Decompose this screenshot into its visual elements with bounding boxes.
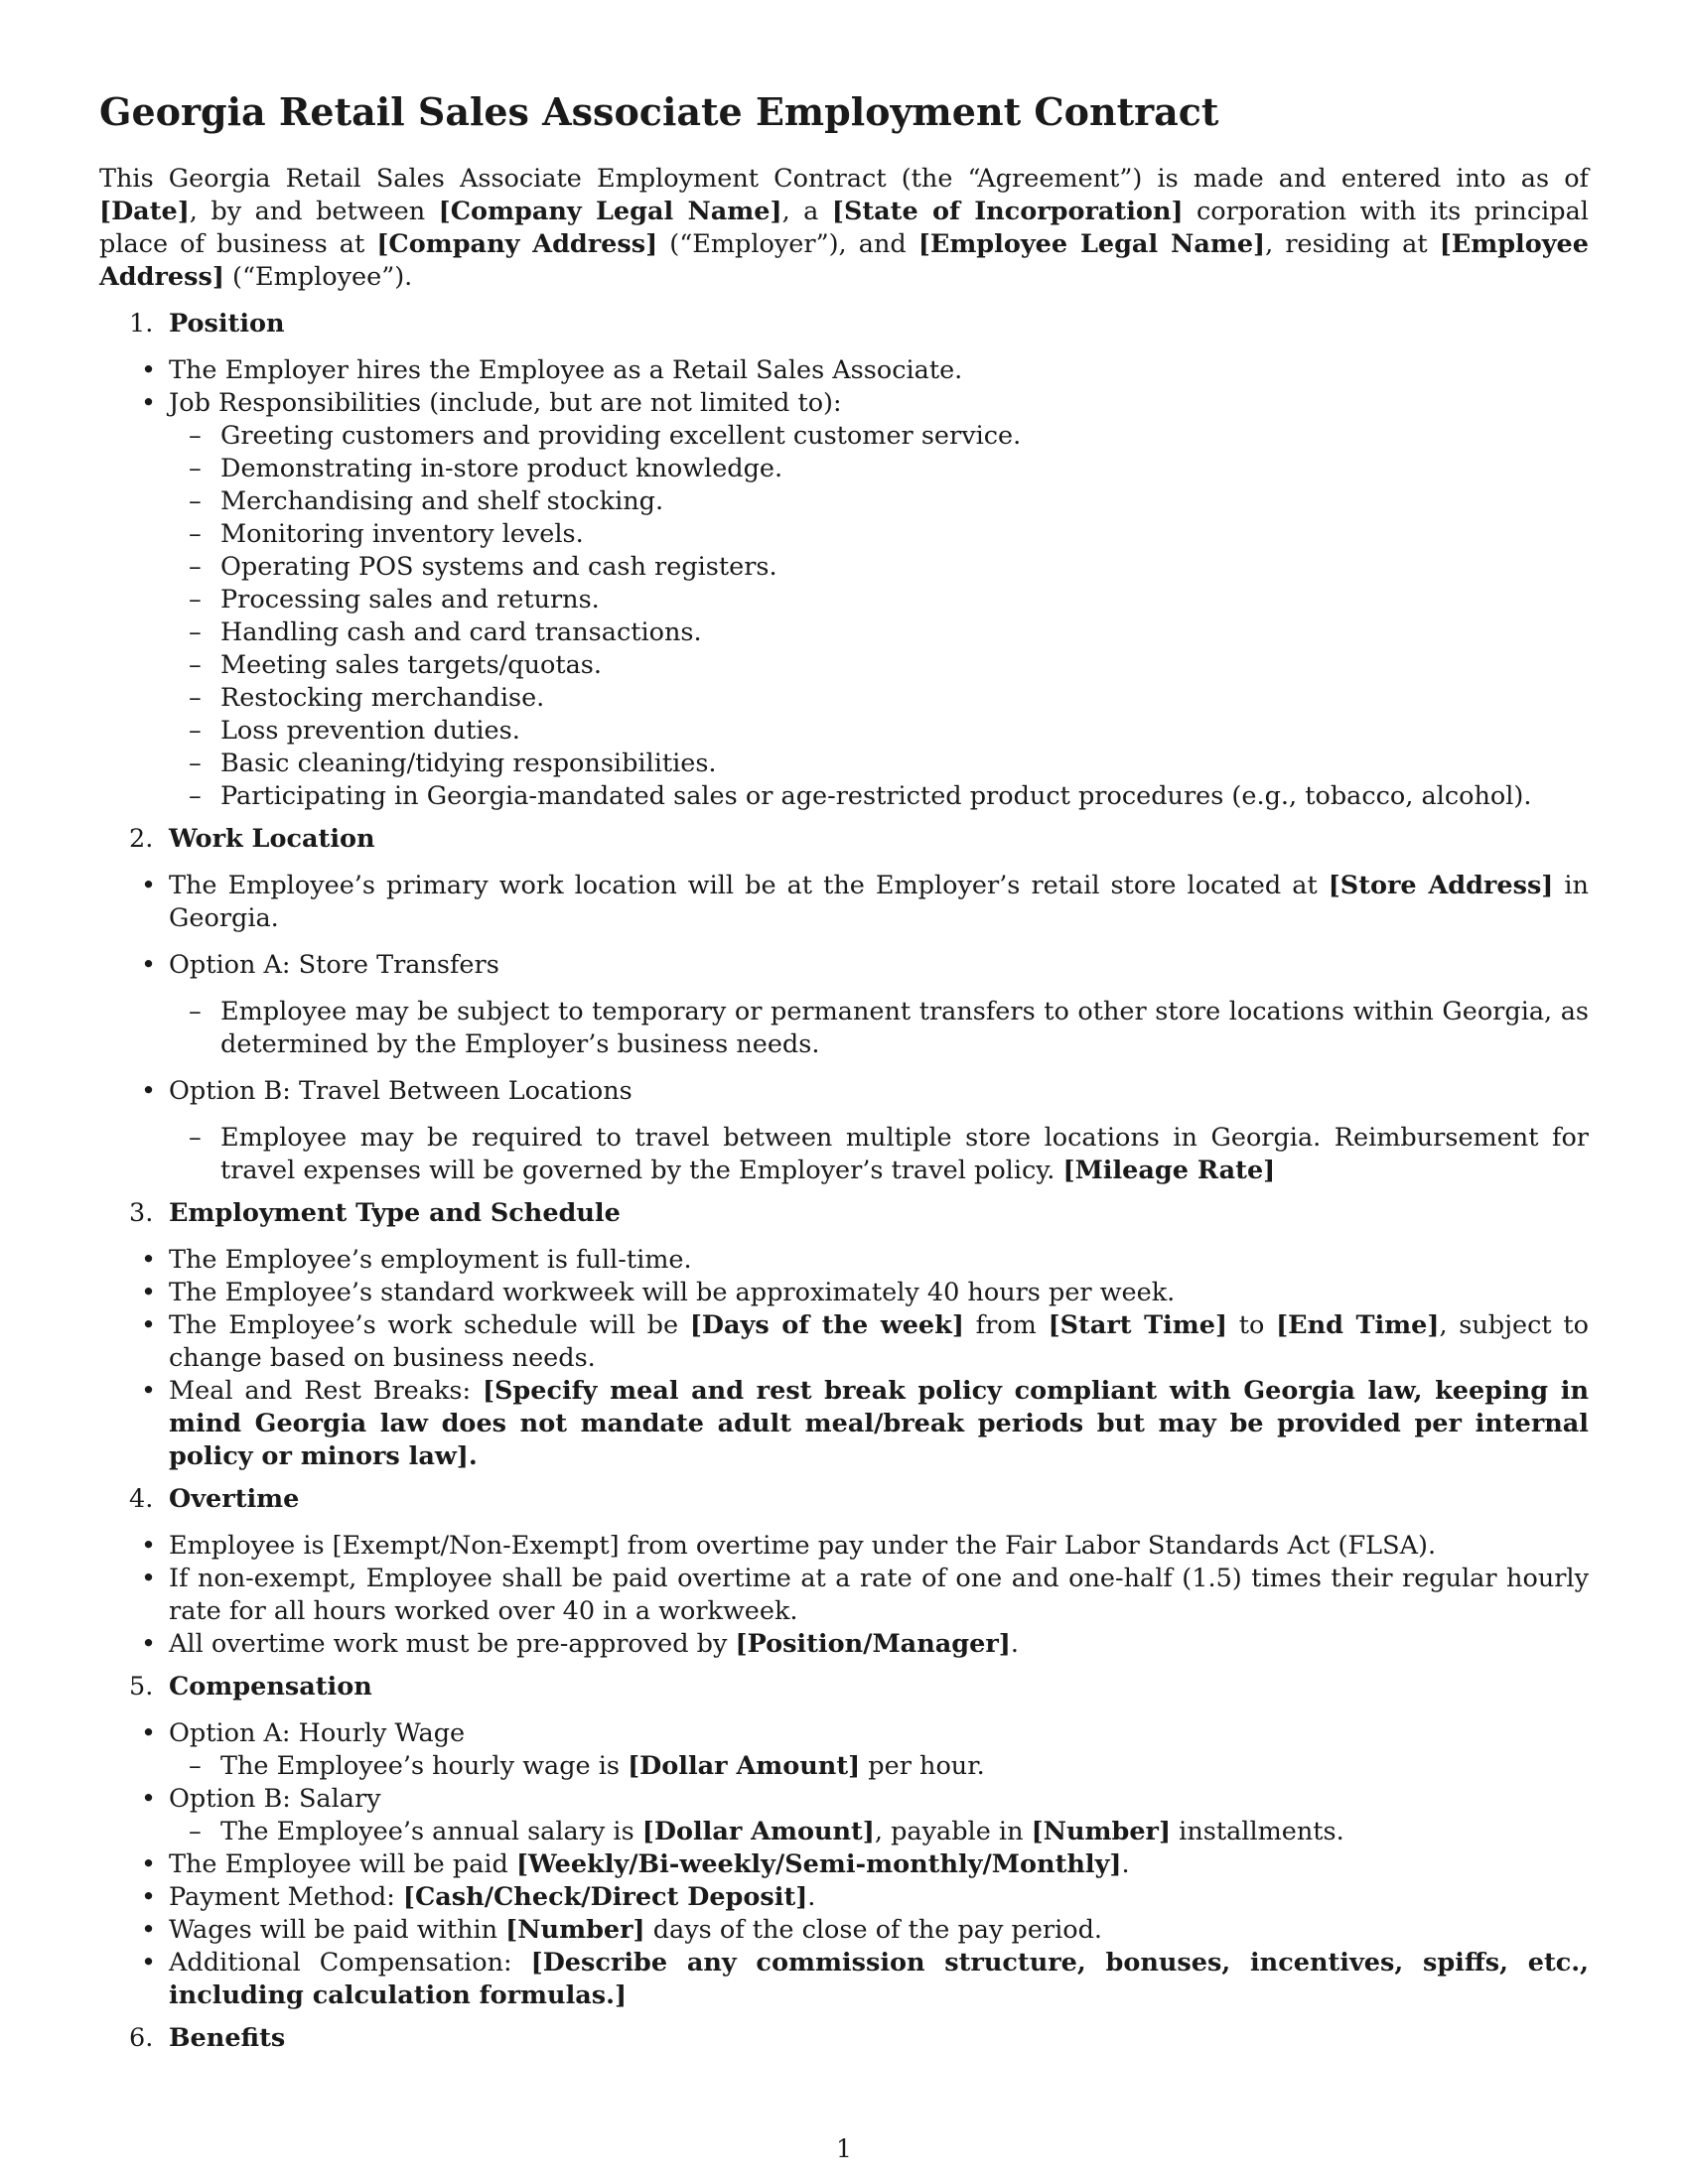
list-item: • Employee is [Exempt/Non-Exempt] from overtime pay under the Fair Labor Standards Act (FLSA). [111, 1530, 1589, 1563]
duty-item: – Loss prevention duties. [169, 715, 1589, 748]
placeholder-company-address: [Company Address] [376, 229, 658, 259]
placeholder-employee-address: [Employee Address] [99, 229, 1589, 292]
duty-item: – Monitoring inventory levels. [169, 518, 1589, 551]
section-benefits: 6. Benefits [99, 2022, 1589, 2055]
duty-item: – Basic cleaning/tidying responsibilities. [169, 748, 1589, 780]
placeholder-employee: [Employee Legal Name] [917, 229, 1266, 259]
list-item: • Job Responsibilities (include, but are not limited to): – Greeting customers and providing excellent customer service. – Demonstrating in-store product knowledge. – Merchandising and shelf stocking. – Monitoring inventory levels. – Operating POS systems and cash registers. – Processing sales and returns. – Handling cash and card transactions. – Meeting sales targets/quotas. – Restocking merchandise. – Loss prevention duties. – Basic cleaning/tidying responsibilities. – Participating in Georgia-mandated sales or age-restricted product procedures (e.g., tobacco, alcohol). [111, 387, 1589, 813]
list-item: • The Employer hires the Employee as a Retail Sales Associate. [111, 354, 1589, 387]
duty-item: – Participating in Georgia-mandated sales or age-restricted product procedures (e.g., tobacco, alcohol). [169, 780, 1589, 813]
list-item: • Payment Method: [Cash/Check/Direct Deposit]. [111, 1881, 1589, 1914]
duty-item: – Processing sales and returns. [169, 584, 1589, 616]
section-title: Benefits [169, 2023, 286, 2053]
list-item: • The Employee’s primary work location will be at the Employer’s retail store located at [Store Address] in Georgia. [111, 870, 1589, 935]
list-item: • Option A: Store Transfers – Employee may be subject to temporary or permanent transfers to other store locations within Georgia, as determined by the Employer’s business needs. [111, 949, 1589, 1061]
section-employment-type: 3. Employment Type and Schedule • The Employee’s employment is full-time. • The Employee’s standard workweek will be approximately 40 hours per week. • The Employee’s work schedule will be [Days of the week] from [Start Time] to [End Time], subject to change based on business needs. • Meal and Rest Breaks: [Specify meal and rest break policy compliant with Georgia law, keeping in mind Georgia law does not mandate adult meal/break periods but may be provided per internal policy or minors law]. [99, 1197, 1589, 1473]
section-title: Position [169, 309, 285, 339]
placeholder-company: [Company Legal Name] [438, 197, 782, 226]
section-title: Work Location [169, 824, 375, 854]
list-item: • Meal and Rest Breaks: [Specify meal and rest break policy compliant with Georgia law, keeping in mind Georgia law does not mandate adult meal/break periods but may be provided per internal policy or minors law]. [111, 1375, 1589, 1473]
list-item: • Option B: Salary – The Employee’s annual salary is [Dollar Amount], payable in [Number] installments. [111, 1783, 1589, 1848]
sub-item: – The Employee’s hourly wage is [Dollar Amount] per hour. [169, 1750, 1589, 1783]
duties-list [169, 420, 1589, 813]
duty-item: – Restocking merchandise. [169, 682, 1589, 715]
placeholder-state: [State of Incorporation] [831, 197, 1184, 226]
duty-item: – Handling cash and card transactions. [169, 616, 1589, 649]
intro-paragraph: This Georgia Retail Sales Associate Employment Contract (the “Agreement”) is made and entered into as of [Date], by and between [Company Legal Name], a [State of Incorporation] corporation with its principal place of business at [Company Address] (“Employer”), and [Employee Legal Name], residing at [Employee Address] (“Employee”). [99, 164, 1589, 292]
page-number: 1 [836, 2134, 852, 2163]
section-compensation: 5. Compensation • Option A: Hourly Wage – The Employee’s hourly wage is [Dollar Amount] per hour. • Option B: Salary – The Employee’s annual salary is [Dollar Amount], payable in [Number] installments. • The Employee will be paid [Weekly/Bi-weekly/Semi-monthly/Monthly]. • Payment Method: [Cash/Check/Direct Deposit]. • Wages will be paid within [Number] days of the close of the pay period. • Additional Compensation: [Describe any commission structure, bonuses, incentives, spiffs, etc., including calculation formulas.] [99, 1671, 1589, 2012]
section-work-location: 2. Work Location • The Employee’s primary work location will be at the Employer’s retail store located at [Store Address] in Georgia. • Option A: Store Transfers – Employee may be subject to temporary or permanent transfers to other store locations within Georgia, as determined by the Employer’s business needs. • Option B: Travel Between Locations – Employee may be required to travel between multiple store locations in Georgia. Reimbursement for travel expenses will be governed by the Employer’s travel policy. [Mileage Rate] [99, 823, 1589, 1187]
section-title: Employment Type and Schedule [169, 1198, 621, 1228]
list-item: • The Employee will be paid [Weekly/Bi-weekly/Semi-monthly/Monthly]. [111, 1848, 1589, 1881]
duty-item: – Demonstrating in-store product knowledge. [169, 453, 1589, 485]
document-title: Georgia Retail Sales Associate Employment Contract [99, 89, 1219, 134]
duty-item: – Greeting customers and providing excellent customer service. [169, 420, 1589, 453]
list-item: • The Employee’s work schedule will be [Days of the week] from [Start Time] to [End Time], subject to change based on business needs. [111, 1309, 1589, 1375]
document-page [99, 89, 1589, 2069]
section-title: Compensation [169, 1672, 372, 1702]
duty-item: – Meeting sales targets/quotas. [169, 649, 1589, 682]
duty-item: – Operating POS systems and cash registers. [169, 551, 1589, 584]
list-item: • The Employee’s employment is full-time. [111, 1244, 1589, 1277]
list-item: • Wages will be paid within [Number] days of the close of the pay period. [111, 1914, 1589, 1947]
sub-item: – Employee may be required to travel between multiple store locations in Georgia. Reimbursement for travel expenses will be governed by the Employer’s travel policy. [Mileage Rate] [169, 1122, 1589, 1187]
sections-list [99, 308, 1589, 2055]
placeholder-date: [Date] [99, 197, 190, 226]
sub-item: – Employee may be subject to temporary or permanent transfers to other store locations within Georgia, as determined by the Employer’s business needs. [169, 996, 1589, 1061]
list-item: • The Employee’s standard workweek will be approximately 40 hours per week. [111, 1277, 1589, 1309]
list-item: • Additional Compensation: [Describe any commission structure, bonuses, incentives, spiffs, etc., including calculation formulas.] [111, 1947, 1589, 2012]
section-overtime: 4. Overtime • Employee is [Exempt/Non-Exempt] from overtime pay under the Fair Labor Standards Act (FLSA). • If non-exempt, Employee shall be paid overtime at a rate of one and one-half (1.5) times their regular hourly rate for all hours worked over 40 in a workweek. • All overtime work must be pre-approved by [Position/Manager]. [99, 1483, 1589, 1661]
sub-item: – The Employee’s annual salary is [Dollar Amount], payable in [Number] installments. [169, 1816, 1589, 1848]
list-item: • Option B: Travel Between Locations – Employee may be required to travel between multiple store locations in Georgia. Reimbursement for travel expenses will be governed by the Employer’s travel policy. [Mileage Rate] [111, 1075, 1589, 1187]
duty-item: – Merchandising and shelf stocking. [169, 485, 1589, 518]
list-item: • All overtime work must be pre-approved by [Position/Manager]. [111, 1628, 1589, 1661]
section-title: Overtime [169, 1484, 300, 1514]
section-position: 1. Position • The Employer hires the Employee as a Retail Sales Associate. • Job Responsibilities (include, but are not limited to): – Greeting customers and providing excellent customer service. – Demonstrating in-store product knowledge. – Merchandising and shelf stocking. – Monitoring inventory levels. – Operating POS systems and cash registers. – Processing sales and returns. – Handling cash and card transactions. – Meeting sales targets/quotas. – Restocking merchandise. – Loss prevention duties. – Basic cleaning/tidying responsibilities. – Participating in Georgia-mandated sales or age-restricted product procedures (e.g., tobacco, alcohol). [99, 308, 1589, 813]
list-item: • If non-exempt, Employee shall be paid overtime at a rate of one and one-half (1.5) times their regular hourly rate for all hours worked over 40 in a workweek. [111, 1563, 1589, 1628]
list-item: • Option A: Hourly Wage – The Employee’s hourly wage is [Dollar Amount] per hour. [111, 1717, 1589, 1783]
